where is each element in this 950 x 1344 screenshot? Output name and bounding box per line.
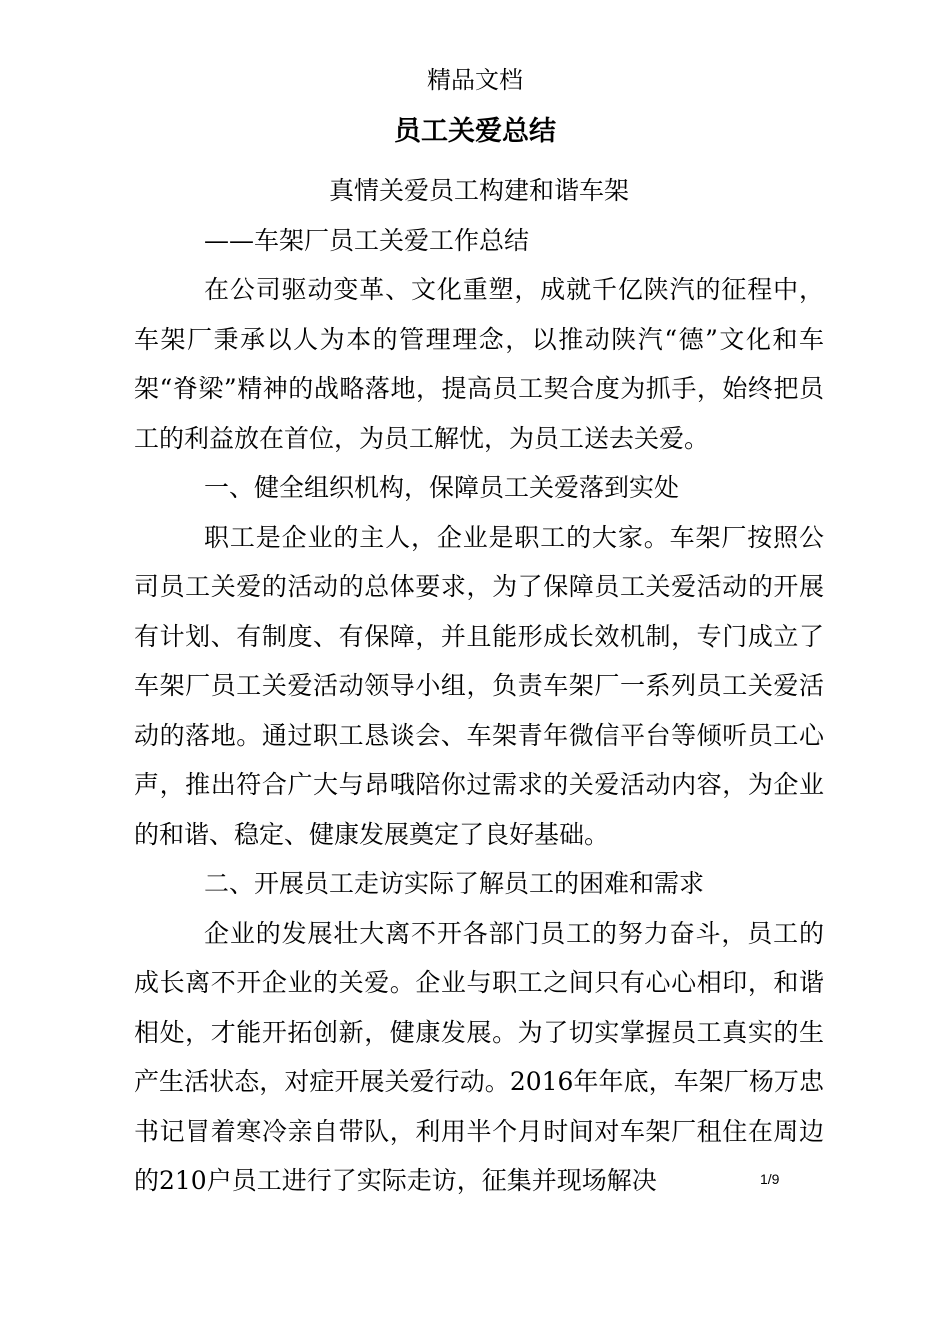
document-body bbox=[134, 166, 824, 1206]
document-title: 员工关爱总结 bbox=[394, 116, 556, 147]
paragraph-section-2: 企业的发展壮大离不开各部门员工的努力奋斗，员工的成长离不开企业的关爱。企业与职工之间只有心心相印，和谐相处，才能开拓创新，健康发展。为了切实掌握员工真实的生产生活状态，对症开展关爱行动。2016年年底，车架厂杨万忠书记冒着寒冷亲自带队，利用半个月时间对车架厂租住在周边的210户员工进行了实际走访，征集并现场解决 bbox=[134, 918, 824, 1195]
section-heading-2: 二、开展员工走访实际了解员工的困难和需求 bbox=[204, 869, 705, 898]
page-header: 精品文档 bbox=[427, 66, 523, 94]
subtitle: 真情关爱员工构建和谐车架 bbox=[328, 176, 629, 205]
page-number: 1/9 bbox=[760, 1171, 780, 1187]
paragraph-intro: 在公司驱动变革、文化重塑，成就千亿陕汽的征程中，车架厂秉承以人为本的管理理念，以推动陕汽“德”文化和车架“脊梁”精神的战略落地，提高员工契合度为抓手，始终把员工的利益放在首位，为员工解忧，为员工送去关爱。 bbox=[134, 275, 824, 453]
section-heading-1: 一、健全组织机构，保障员工关爱落到实处 bbox=[204, 473, 680, 502]
subtitle-secondary: ——车架厂员工关爱工作总结 bbox=[204, 225, 530, 255]
paragraph-section-1: 职工是企业的主人，企业是职工的大家。车架厂按照公司员工关爱的活动的总体要求，为了保障员工关爱活动的开展有计划、有制度、有保障，并且能形成长效机制，专门成立了车架厂员工关爱活动领导小组，负责车架厂一系列员工关爱活动的落地。通过职工恳谈会、车架青年微信平台等倾听员工心声，推出符合广大与昂哦陪你过需求的关爱活动内容，为企业的和谐、稳定、健康发展奠定了良好基础。 bbox=[134, 522, 824, 849]
